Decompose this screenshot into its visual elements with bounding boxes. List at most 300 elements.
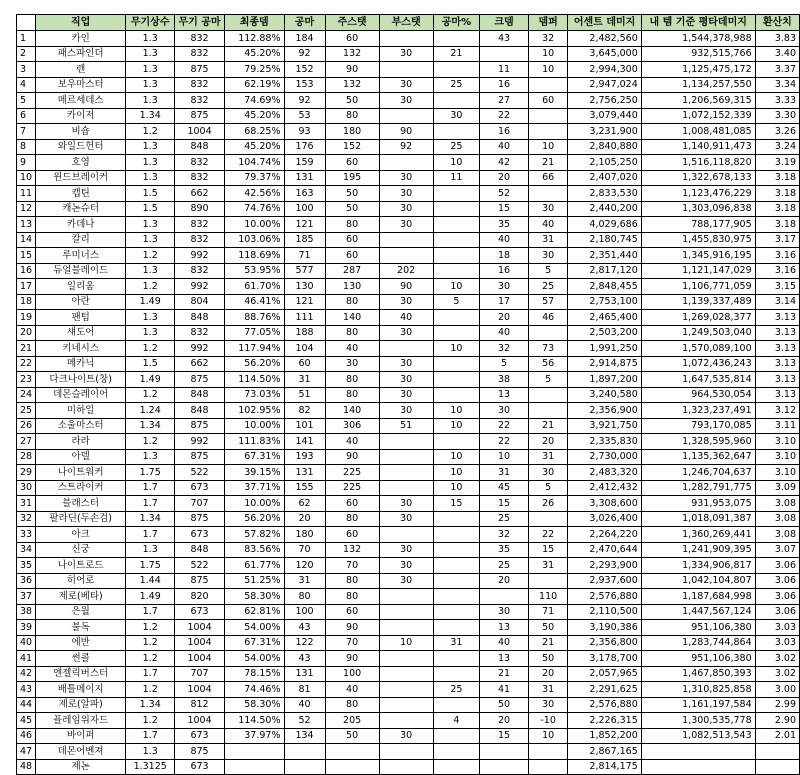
cell-weapon-attack[interactable]: 875	[175, 744, 225, 760]
cell-ascent-damage[interactable]: 2,465,400	[568, 310, 641, 326]
cell-sub-stat[interactable]: 51	[379, 418, 433, 434]
cell-attack-percent[interactable]: 10	[433, 403, 480, 419]
cell-damage-percent[interactable]: 32	[528, 31, 568, 47]
cell-main-stat[interactable]: 132	[325, 542, 379, 558]
cell-weapon-attack[interactable]: 832	[175, 31, 225, 47]
cell-crit-damage[interactable]: 52	[480, 186, 529, 202]
cell-my-gear-damage[interactable]: 1,544,378,988	[641, 31, 755, 47]
cell-weapon-constant[interactable]: 1.2	[126, 682, 175, 698]
cell-index[interactable]: 46	[17, 728, 36, 744]
cell-main-stat[interactable]: 80	[325, 573, 379, 589]
cell-attack[interactable]: 40	[284, 697, 325, 713]
cell-ascent-damage[interactable]: 2,293,900	[568, 558, 641, 574]
cell-index[interactable]: 32	[17, 511, 36, 527]
cell-attack[interactable]: 163	[284, 186, 325, 202]
cell-ascent-damage[interactable]: 2,482,560	[568, 31, 641, 47]
cell-sub-stat[interactable]: 30	[379, 217, 433, 233]
cell-damage-percent[interactable]	[528, 511, 568, 527]
cell-final-damage[interactable]: 10.00%	[224, 217, 284, 233]
header-cell-final-damage[interactable]: 최종뎀	[224, 15, 284, 31]
cell-damage-percent[interactable]: 21	[528, 635, 568, 651]
cell-main-stat[interactable]: 130	[325, 279, 379, 295]
cell-damage-percent[interactable]: 30	[528, 201, 568, 217]
cell-attack-percent[interactable]: 10	[433, 449, 480, 465]
cell-final-damage[interactable]: 102.95%	[224, 403, 284, 419]
cell-attack[interactable]: 121	[284, 294, 325, 310]
cell-conversion[interactable]: 3.13	[755, 341, 799, 357]
cell-my-gear-damage[interactable]: 1,072,152,339	[641, 108, 755, 124]
cell-crit-damage[interactable]	[480, 46, 529, 62]
cell-ascent-damage[interactable]: 2,503,200	[568, 325, 641, 341]
cell-attack[interactable]: 20	[284, 511, 325, 527]
cell-main-stat[interactable]: 195	[325, 170, 379, 186]
cell-final-damage[interactable]: 111.83%	[224, 434, 284, 450]
cell-class[interactable]: 캡틴	[36, 186, 126, 202]
cell-weapon-constant[interactable]: 1.3	[126, 232, 175, 248]
cell-damage-percent[interactable]: 57	[528, 294, 568, 310]
cell-conversion[interactable]: 3.13	[755, 310, 799, 326]
cell-weapon-attack[interactable]: 832	[175, 46, 225, 62]
cell-damage-percent[interactable]: 31	[528, 558, 568, 574]
cell-weapon-attack[interactable]: 875	[175, 573, 225, 589]
header-cell-weapon-constant[interactable]: 무기상수	[126, 15, 175, 31]
cell-attack[interactable]: 62	[284, 496, 325, 512]
cell-attack-percent[interactable]	[433, 604, 480, 620]
cell-damage-percent[interactable]: 56	[528, 356, 568, 372]
cell-weapon-attack[interactable]: 820	[175, 589, 225, 605]
cell-weapon-attack[interactable]: 1004	[175, 713, 225, 729]
cell-weapon-attack[interactable]: 832	[175, 170, 225, 186]
cell-my-gear-damage[interactable]: 1,282,791,775	[641, 480, 755, 496]
cell-ascent-damage[interactable]: 2,848,455	[568, 279, 641, 295]
cell-ascent-damage[interactable]: 2,483,320	[568, 465, 641, 481]
cell-my-gear-damage[interactable]: 1,334,906,817	[641, 558, 755, 574]
cell-main-stat[interactable]: 90	[325, 651, 379, 667]
cell-class[interactable]: 아란	[36, 294, 126, 310]
cell-sub-stat[interactable]	[379, 527, 433, 543]
cell-attack-percent[interactable]: 21	[433, 46, 480, 62]
cell-index[interactable]: 40	[17, 635, 36, 651]
cell-sub-stat[interactable]	[379, 480, 433, 496]
cell-attack[interactable]: 152	[284, 62, 325, 78]
cell-class[interactable]: 미하일	[36, 403, 126, 419]
cell-crit-damage[interactable]: 10	[480, 449, 529, 465]
cell-conversion[interactable]: 3.16	[755, 263, 799, 279]
cell-conversion[interactable]: 3.24	[755, 139, 799, 155]
cell-weapon-constant[interactable]: 1.7	[126, 480, 175, 496]
cell-ascent-damage[interactable]: 3,079,440	[568, 108, 641, 124]
cell-weapon-constant[interactable]: 1.3	[126, 263, 175, 279]
cell-weapon-constant[interactable]: 1.3	[126, 449, 175, 465]
cell-sub-stat[interactable]: 30	[379, 294, 433, 310]
cell-weapon-constant[interactable]: 1.5	[126, 201, 175, 217]
cell-sub-stat[interactable]	[379, 666, 433, 682]
cell-conversion[interactable]: 3.18	[755, 186, 799, 202]
cell-ascent-damage[interactable]: 2,914,875	[568, 356, 641, 372]
cell-weapon-constant[interactable]: 1.49	[126, 372, 175, 388]
cell-conversion[interactable]: 3.07	[755, 542, 799, 558]
cell-attack[interactable]: 577	[284, 263, 325, 279]
cell-class[interactable]: 카이저	[36, 108, 126, 124]
cell-conversion[interactable]: 3.06	[755, 589, 799, 605]
cell-final-damage[interactable]: 53.95%	[224, 263, 284, 279]
cell-class[interactable]: 제로(베타)	[36, 589, 126, 605]
cell-my-gear-damage[interactable]: 1,187,684,998	[641, 589, 755, 605]
cell-crit-damage[interactable]: 32	[480, 341, 529, 357]
cell-weapon-attack[interactable]: 673	[175, 480, 225, 496]
cell-index[interactable]: 25	[17, 403, 36, 419]
cell-weapon-attack[interactable]: 875	[175, 418, 225, 434]
cell-damage-percent[interactable]	[528, 325, 568, 341]
cell-attack-percent[interactable]	[433, 697, 480, 713]
cell-conversion[interactable]: 3.17	[755, 232, 799, 248]
cell-damage-percent[interactable]: 110	[528, 589, 568, 605]
cell-class[interactable]: 라라	[36, 434, 126, 450]
cell-conversion[interactable]: 2.01	[755, 728, 799, 744]
cell-conversion[interactable]: 3.83	[755, 31, 799, 47]
cell-final-damage[interactable]: 42.56%	[224, 186, 284, 202]
cell-index[interactable]: 23	[17, 372, 36, 388]
cell-crit-damage[interactable]: 13	[480, 620, 529, 636]
cell-weapon-constant[interactable]: 1.34	[126, 108, 175, 124]
cell-final-damage[interactable]: 74.69%	[224, 93, 284, 109]
cell-attack-percent[interactable]	[433, 93, 480, 109]
cell-conversion[interactable]: 3.08	[755, 511, 799, 527]
cell-weapon-attack[interactable]: 662	[175, 186, 225, 202]
cell-ascent-damage[interactable]: 2,351,440	[568, 248, 641, 264]
cell-final-damage[interactable]: 37.97%	[224, 728, 284, 744]
cell-conversion[interactable]: 3.13	[755, 356, 799, 372]
cell-crit-damage[interactable]: 5	[480, 356, 529, 372]
cell-index[interactable]: 1	[17, 31, 36, 47]
cell-crit-damage[interactable]: 15	[480, 728, 529, 744]
cell-ascent-damage[interactable]: 2,057,965	[568, 666, 641, 682]
cell-final-damage[interactable]: 114.50%	[224, 372, 284, 388]
cell-conversion[interactable]: 3.11	[755, 418, 799, 434]
cell-index[interactable]: 24	[17, 387, 36, 403]
cell-crit-damage[interactable]: 15	[480, 201, 529, 217]
cell-weapon-attack[interactable]: 1004	[175, 635, 225, 651]
cell-index[interactable]: 44	[17, 697, 36, 713]
cell-ascent-damage[interactable]: 2,994,300	[568, 62, 641, 78]
cell-sub-stat[interactable]: 10	[379, 635, 433, 651]
cell-attack[interactable]: 60	[284, 356, 325, 372]
cell-index[interactable]: 22	[17, 356, 36, 372]
cell-main-stat[interactable]: 50	[325, 93, 379, 109]
cell-final-damage[interactable]: 114.50%	[224, 713, 284, 729]
cell-my-gear-damage[interactable]: 1,125,475,172	[641, 62, 755, 78]
header-cell-conversion[interactable]: 환산치	[755, 15, 799, 31]
cell-crit-damage[interactable]: 45	[480, 480, 529, 496]
cell-sub-stat[interactable]: 202	[379, 263, 433, 279]
cell-main-stat[interactable]: 60	[325, 496, 379, 512]
cell-damage-percent[interactable]	[528, 186, 568, 202]
cell-crit-damage[interactable]: 11	[480, 62, 529, 78]
cell-index[interactable]: 47	[17, 744, 36, 760]
cell-attack-percent[interactable]	[433, 217, 480, 233]
cell-attack-percent[interactable]	[433, 201, 480, 217]
cell-attack-percent[interactable]: 10	[433, 480, 480, 496]
cell-sub-stat[interactable]: 92	[379, 139, 433, 155]
cell-crit-damage[interactable]: 40	[480, 232, 529, 248]
cell-conversion[interactable]: 3.40	[755, 46, 799, 62]
cell-main-stat[interactable]: 80	[325, 589, 379, 605]
cell-class[interactable]: 섀도어	[36, 325, 126, 341]
cell-attack[interactable]: 122	[284, 635, 325, 651]
cell-weapon-attack[interactable]: 992	[175, 434, 225, 450]
cell-conversion[interactable]: 3.10	[755, 434, 799, 450]
cell-weapon-attack[interactable]: 992	[175, 248, 225, 264]
cell-my-gear-damage[interactable]: 1,455,830,975	[641, 232, 755, 248]
cell-weapon-constant[interactable]: 1.2	[126, 713, 175, 729]
cell-ascent-damage[interactable]: 2,180,745	[568, 232, 641, 248]
cell-class[interactable]: 와일드헌터	[36, 139, 126, 155]
cell-attack-percent[interactable]	[433, 310, 480, 326]
cell-my-gear-damage[interactable]: 1,322,678,133	[641, 170, 755, 186]
cell-weapon-constant[interactable]: 1.3	[126, 542, 175, 558]
cell-main-stat[interactable]: 60	[325, 31, 379, 47]
cell-weapon-constant[interactable]: 1.3125	[126, 759, 175, 775]
cell-damage-percent[interactable]: 20	[528, 434, 568, 450]
cell-damage-percent[interactable]: 5	[528, 263, 568, 279]
cell-weapon-constant[interactable]: 1.2	[126, 620, 175, 636]
cell-main-stat[interactable]: 90	[325, 449, 379, 465]
cell-attack[interactable]: 155	[284, 480, 325, 496]
cell-my-gear-damage[interactable]: 793,170,085	[641, 418, 755, 434]
cell-attack-percent[interactable]: 4	[433, 713, 480, 729]
cell-damage-percent[interactable]: 22	[528, 527, 568, 543]
cell-final-damage[interactable]: 10.00%	[224, 418, 284, 434]
cell-ascent-damage[interactable]: 1,991,250	[568, 341, 641, 357]
cell-class[interactable]: 호영	[36, 155, 126, 171]
cell-final-damage[interactable]	[224, 744, 284, 760]
cell-damage-percent[interactable]: 10	[528, 46, 568, 62]
cell-attack[interactable]: 31	[284, 573, 325, 589]
cell-attack[interactable]: 185	[284, 232, 325, 248]
cell-class[interactable]: 제논	[36, 759, 126, 775]
cell-crit-damage[interactable]: 18	[480, 248, 529, 264]
cell-attack[interactable]: 92	[284, 46, 325, 62]
cell-conversion[interactable]	[755, 744, 799, 760]
cell-conversion[interactable]: 3.18	[755, 201, 799, 217]
cell-damage-percent[interactable]: 50	[528, 620, 568, 636]
cell-damage-percent[interactable]	[528, 387, 568, 403]
cell-attack-percent[interactable]: 25	[433, 139, 480, 155]
cell-ascent-damage[interactable]: 2,110,500	[568, 604, 641, 620]
cell-sub-stat[interactable]	[379, 697, 433, 713]
cell-weapon-constant[interactable]: 1.2	[126, 651, 175, 667]
cell-final-damage[interactable]	[224, 759, 284, 775]
cell-my-gear-damage[interactable]: 1,303,096,838	[641, 201, 755, 217]
cell-main-stat[interactable]: 40	[325, 682, 379, 698]
cell-final-damage[interactable]: 57.82%	[224, 527, 284, 543]
cell-ascent-damage[interactable]: 2,291,625	[568, 682, 641, 698]
cell-sub-stat[interactable]	[379, 759, 433, 775]
cell-my-gear-damage[interactable]: 1,106,771,059	[641, 279, 755, 295]
cell-final-damage[interactable]: 62.81%	[224, 604, 284, 620]
cell-ascent-damage[interactable]: 3,921,750	[568, 418, 641, 434]
cell-damage-percent[interactable]: 10	[528, 728, 568, 744]
cell-sub-stat[interactable]	[379, 449, 433, 465]
cell-final-damage[interactable]: 74.46%	[224, 682, 284, 698]
cell-my-gear-damage[interactable]: 964,530,054	[641, 387, 755, 403]
cell-conversion[interactable]: 3.26	[755, 124, 799, 140]
cell-weapon-attack[interactable]: 992	[175, 341, 225, 357]
cell-index[interactable]: 12	[17, 201, 36, 217]
cell-weapon-constant[interactable]: 1.24	[126, 403, 175, 419]
cell-weapon-attack[interactable]: 522	[175, 558, 225, 574]
cell-main-stat[interactable]: 80	[325, 697, 379, 713]
cell-ascent-damage[interactable]: 2,730,000	[568, 449, 641, 465]
cell-main-stat[interactable]: 140	[325, 310, 379, 326]
cell-class[interactable]: 아크	[36, 527, 126, 543]
cell-sub-stat[interactable]	[379, 620, 433, 636]
cell-crit-damage[interactable]: 25	[480, 511, 529, 527]
cell-ascent-damage[interactable]: 2,105,250	[568, 155, 641, 171]
cell-main-stat[interactable]: 306	[325, 418, 379, 434]
cell-ascent-damage[interactable]: 4,029,686	[568, 217, 641, 233]
cell-weapon-attack[interactable]: 875	[175, 108, 225, 124]
cell-crit-damage[interactable]: 20	[480, 310, 529, 326]
cell-main-stat[interactable]: 30	[325, 356, 379, 372]
cell-weapon-attack[interactable]: 673	[175, 759, 225, 775]
cell-conversion[interactable]: 3.33	[755, 93, 799, 109]
cell-weapon-constant[interactable]: 1.3	[126, 93, 175, 109]
cell-ascent-damage[interactable]: 1,852,200	[568, 728, 641, 744]
cell-attack-percent[interactable]	[433, 372, 480, 388]
cell-main-stat[interactable]: 80	[325, 294, 379, 310]
cell-conversion[interactable]: 3.03	[755, 635, 799, 651]
cell-attack-percent[interactable]	[433, 124, 480, 140]
cell-weapon-constant[interactable]: 1.3	[126, 46, 175, 62]
cell-attack[interactable]: 93	[284, 124, 325, 140]
cell-sub-stat[interactable]	[379, 62, 433, 78]
cell-my-gear-damage[interactable]: 1,246,704,637	[641, 465, 755, 481]
cell-damage-percent[interactable]: 5	[528, 480, 568, 496]
cell-sub-stat[interactable]: 30	[379, 558, 433, 574]
cell-sub-stat[interactable]: 30	[379, 496, 433, 512]
cell-conversion[interactable]: 3.18	[755, 170, 799, 186]
cell-class[interactable]: 팬텀	[36, 310, 126, 326]
cell-ascent-damage[interactable]: 3,026,400	[568, 511, 641, 527]
cell-index[interactable]: 31	[17, 496, 36, 512]
cell-index[interactable]: 8	[17, 139, 36, 155]
cell-weapon-constant[interactable]: 1.7	[126, 527, 175, 543]
cell-sub-stat[interactable]: 30	[379, 77, 433, 93]
cell-main-stat[interactable]: 80	[325, 108, 379, 124]
cell-index[interactable]: 14	[17, 232, 36, 248]
cell-weapon-constant[interactable]: 1.2	[126, 434, 175, 450]
cell-my-gear-damage[interactable]	[641, 759, 755, 775]
cell-sub-stat[interactable]	[379, 744, 433, 760]
cell-ascent-damage[interactable]: 2,407,020	[568, 170, 641, 186]
cell-attack[interactable]: 130	[284, 279, 325, 295]
cell-conversion[interactable]: 3.14	[755, 294, 799, 310]
cell-class[interactable]: 듀얼블레이드	[36, 263, 126, 279]
cell-my-gear-damage[interactable]: 1,467,850,393	[641, 666, 755, 682]
cell-attack-percent[interactable]: 25	[433, 77, 480, 93]
cell-attack[interactable]: 100	[284, 604, 325, 620]
cell-main-stat[interactable]: 90	[325, 620, 379, 636]
cell-damage-percent[interactable]	[528, 759, 568, 775]
cell-weapon-constant[interactable]: 1.49	[126, 294, 175, 310]
cell-attack-percent[interactable]	[433, 186, 480, 202]
cell-weapon-attack[interactable]: 848	[175, 139, 225, 155]
cell-weapon-constant[interactable]: 1.34	[126, 511, 175, 527]
cell-weapon-attack[interactable]: 992	[175, 279, 225, 295]
cell-final-damage[interactable]: 62.19%	[224, 77, 284, 93]
cell-sub-stat[interactable]: 30	[379, 93, 433, 109]
cell-final-damage[interactable]: 103.06%	[224, 232, 284, 248]
cell-class[interactable]: 썬콜	[36, 651, 126, 667]
cell-class[interactable]: 보우마스터	[36, 77, 126, 93]
cell-attack-percent[interactable]: 10	[433, 465, 480, 481]
cell-final-damage[interactable]: 39.15%	[224, 465, 284, 481]
cell-index[interactable]: 45	[17, 713, 36, 729]
cell-crit-damage[interactable]: 21	[480, 666, 529, 682]
cell-main-stat[interactable]: 50	[325, 728, 379, 744]
cell-ascent-damage[interactable]: 2,817,120	[568, 263, 641, 279]
cell-my-gear-damage[interactable]: 1,300,535,778	[641, 713, 755, 729]
cell-attack-percent[interactable]	[433, 232, 480, 248]
cell-ascent-damage[interactable]: 3,178,700	[568, 651, 641, 667]
cell-crit-damage[interactable]: 27	[480, 93, 529, 109]
cell-class[interactable]: 배틀메이지	[36, 682, 126, 698]
cell-main-stat[interactable]: 132	[325, 77, 379, 93]
cell-conversion[interactable]: 3.06	[755, 573, 799, 589]
cell-final-damage[interactable]: 73.03%	[224, 387, 284, 403]
cell-my-gear-damage[interactable]: 951,106,380	[641, 620, 755, 636]
cell-crit-damage[interactable]: 40	[480, 139, 529, 155]
cell-damage-percent[interactable]: 71	[528, 604, 568, 620]
cell-attack[interactable]: 153	[284, 77, 325, 93]
cell-crit-damage[interactable]: 32	[480, 527, 529, 543]
cell-sub-stat[interactable]: 30	[379, 573, 433, 589]
cell-index[interactable]: 34	[17, 542, 36, 558]
header-cell-damage-percent[interactable]: 뎀퍼	[528, 15, 568, 31]
cell-index[interactable]: 39	[17, 620, 36, 636]
cell-attack[interactable]: 51	[284, 387, 325, 403]
cell-attack[interactable]: 131	[284, 465, 325, 481]
cell-index[interactable]: 19	[17, 310, 36, 326]
cell-my-gear-damage[interactable]: 1,008,481,085	[641, 124, 755, 140]
cell-weapon-attack[interactable]: 875	[175, 372, 225, 388]
cell-conversion[interactable]: 3.37	[755, 62, 799, 78]
cell-weapon-constant[interactable]: 1.7	[126, 728, 175, 744]
cell-attack[interactable]: 52	[284, 713, 325, 729]
cell-attack-percent[interactable]	[433, 263, 480, 279]
cell-damage-percent[interactable]: 40	[528, 217, 568, 233]
cell-main-stat[interactable]: 140	[325, 403, 379, 419]
cell-attack[interactable]: 180	[284, 527, 325, 543]
cell-ascent-damage[interactable]: 2,840,880	[568, 139, 641, 155]
cell-main-stat[interactable]: 225	[325, 465, 379, 481]
cell-attack-percent[interactable]	[433, 511, 480, 527]
cell-weapon-constant[interactable]: 1.2	[126, 341, 175, 357]
cell-damage-percent[interactable]: 31	[528, 449, 568, 465]
cell-damage-percent[interactable]: 10	[528, 62, 568, 78]
cell-attack-percent[interactable]	[433, 651, 480, 667]
cell-final-damage[interactable]: 51.25%	[224, 573, 284, 589]
cell-crit-damage[interactable]	[480, 744, 529, 760]
cell-my-gear-damage[interactable]: 931,953,075	[641, 496, 755, 512]
header-cell-attack-percent[interactable]: 공마%	[433, 15, 480, 31]
cell-ascent-damage[interactable]: 2,470,644	[568, 542, 641, 558]
cell-ascent-damage[interactable]: 2,335,830	[568, 434, 641, 450]
cell-class[interactable]: 키네시스	[36, 341, 126, 357]
header-cell-attack[interactable]: 공마	[284, 15, 325, 31]
cell-main-stat[interactable]: 70	[325, 558, 379, 574]
